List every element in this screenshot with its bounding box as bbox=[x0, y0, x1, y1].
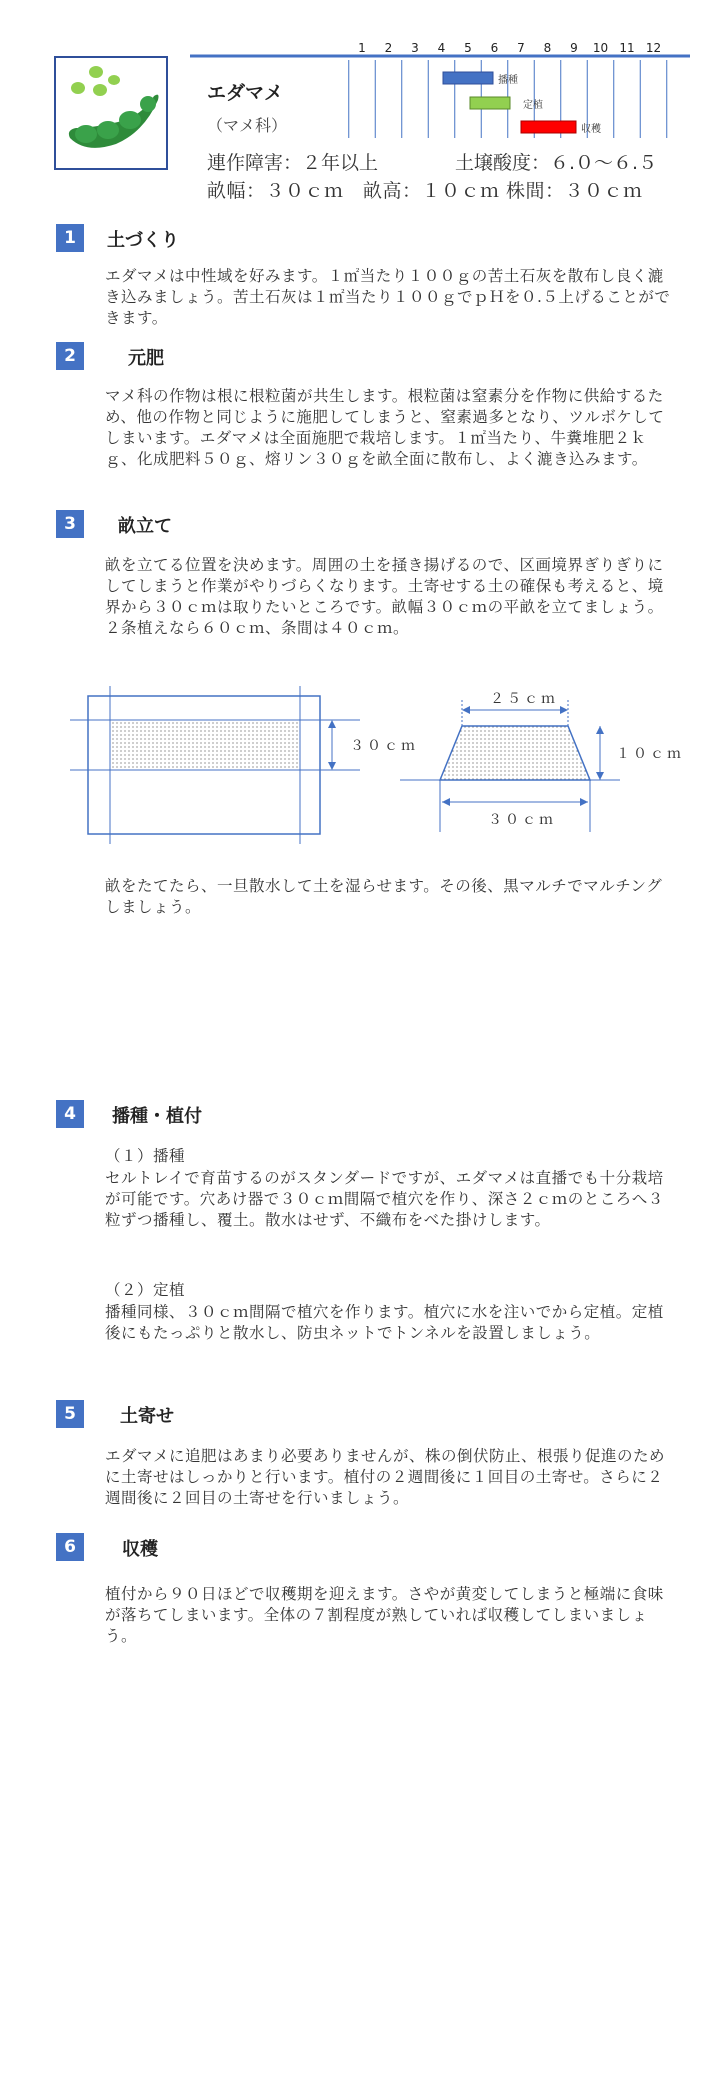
calendar-month-label: 5 bbox=[464, 41, 472, 55]
ridge-height-label: １０ｃｍ bbox=[616, 746, 684, 762]
section-text-soil: エダマメは中性域を好みます。１㎡当たり１００ｇの苦土石灰を散布し良く漉き込みましょう。苦土石灰は１㎡当たり１００ｇでｐＨを０.５上げることができます。 bbox=[105, 267, 671, 327]
section-text-ridge-after: 畝をたてたら、一旦散水して土を湿らせます。その後、黒マルチでマルチングしましょう。 bbox=[105, 877, 663, 916]
section-text-hilling: エダマメに追肥はあまり必要ありませんが、株の倒伏防止、根張り促進のために土寄せはしっかりと行います。植付の２週間後に１回目の土寄せ。さらに２週間後に２回目の土寄せを行いましょう。 bbox=[105, 1447, 666, 1507]
cultivation-calendar bbox=[180, 36, 700, 146]
ridge-top-view bbox=[112, 722, 298, 768]
calendar-month-label: 1 bbox=[358, 41, 366, 55]
subsection-text-sowing: セルトレイで育苗するのがスタンダードですが、エダマメは直播でも十分栽培が可能です。穴あけ器で３０ｃｍ間隔で植穴を作り、深さ２ｃｍのところへ３粒ずつ播種し、覆土。散水はせず、不織布をべた掛けします。 bbox=[105, 1169, 664, 1229]
ridge-width-label: ３０ｃｍ bbox=[350, 738, 418, 754]
calendar-month-label: 2 bbox=[384, 41, 393, 55]
calendar-month-label: 3 bbox=[411, 41, 419, 55]
subsection-title-transplant: （２）定植 bbox=[105, 1281, 186, 1299]
calendar-month-label: 4 bbox=[437, 41, 446, 55]
rotation-info: 連作障害：２年以上 bbox=[207, 152, 379, 174]
section-text-ridge: 畝を立てる位置を決めます。周囲の土を掻き揚げるので、区画境界ぎりぎりにしてしまうと作業がやりづらくなります。土寄せする土の確保も考えると、境界から３０ｃｍは取りたいところです。畝幅３０ｃｍの平畝を立てましょう。２条植えなら６０ｃｍ、条間は４０ｃｍ。 bbox=[105, 556, 664, 637]
section-number-2: 2 bbox=[56, 342, 84, 370]
calendar-month-label: 12 bbox=[645, 41, 662, 55]
planting-bar bbox=[470, 97, 510, 109]
section-title-fertilizer: 元肥 bbox=[128, 348, 164, 369]
section-title-soil: 土づくり bbox=[107, 230, 179, 251]
calendar-month-label: 8 bbox=[543, 41, 552, 55]
section-title-ridge: 畝立て bbox=[118, 516, 172, 537]
legend-harvest: 収穫 bbox=[581, 124, 601, 135]
section-number-6: 6 bbox=[56, 1533, 84, 1561]
ridge-cross-section bbox=[440, 726, 590, 780]
section-number-4: 4 bbox=[56, 1100, 84, 1128]
section-text-harvest: 植付から９０日ほどで収穫期を迎えます。さやが黄変してしまうと極端に食味が落ちてしまいます。全体の７割程度が熟していれば収穫してしまいましょう。 bbox=[105, 1585, 664, 1645]
section-title-hilling: 土寄せ bbox=[120, 1406, 174, 1427]
crop-family: （マメ科） bbox=[207, 116, 288, 135]
spacing-info: 畝幅：３０ｃｍ 畝高：１０ｃｍ 株間：３０ｃｍ bbox=[207, 180, 643, 202]
soil-ph-info: 土壌酸度：６.０～６.５ bbox=[455, 152, 658, 174]
calendar-month-label: 9 bbox=[570, 41, 578, 55]
calendar-month-label: 7 bbox=[517, 41, 525, 55]
section-number-5: 5 bbox=[56, 1400, 84, 1428]
ridge-bottom-width-label: ３０ｃｍ bbox=[488, 812, 556, 828]
ridge-top-width-label: ２５ｃｍ bbox=[490, 691, 558, 707]
sowing-bar bbox=[443, 72, 493, 84]
legend-sowing: 播種 bbox=[498, 75, 518, 86]
section-number-1: 1 bbox=[56, 224, 84, 252]
calendar-month-label: 11 bbox=[619, 41, 635, 55]
section-title-harvest: 収穫 bbox=[122, 1539, 158, 1560]
calendar-month-label: 6 bbox=[490, 41, 499, 55]
section-number-3: 3 bbox=[56, 510, 84, 538]
harvest-bar bbox=[521, 121, 576, 133]
edamame-illustration bbox=[54, 56, 168, 170]
edamame-pod-icon bbox=[56, 58, 166, 168]
legend-planting: 定植 bbox=[523, 100, 543, 111]
section-text-fertilizer: マメ科の作物は根に根粒菌が共生します。根粒菌は窒素分を作物に供給するため、他の作物と同じように施肥してしまうと、窒素過多となり、ツルボケしてしまいます。エダマメは全面施肥で栽培します。１㎡当たり、牛糞堆肥２ｋｇ、化成肥料５０ｇ、熔リン３０ｇを畝全面に散布し、よく漉き込みます。 bbox=[105, 387, 665, 468]
calendar-month-label: 10 bbox=[592, 41, 609, 55]
subsection-text-transplant: 播種同様、３０ｃｍ間隔で植穴を作ります。植穴に水を注いでから定植。定植後にもたっぷりと散水し、防虫ネットでトンネルを設置しましょう。 bbox=[105, 1303, 664, 1342]
subsection-title-sowing: （１）播種 bbox=[105, 1147, 186, 1165]
ridge-diagram bbox=[60, 686, 700, 846]
crop-name: エダマメ bbox=[207, 82, 284, 104]
section-title-planting: 播種・植付 bbox=[112, 1106, 202, 1127]
